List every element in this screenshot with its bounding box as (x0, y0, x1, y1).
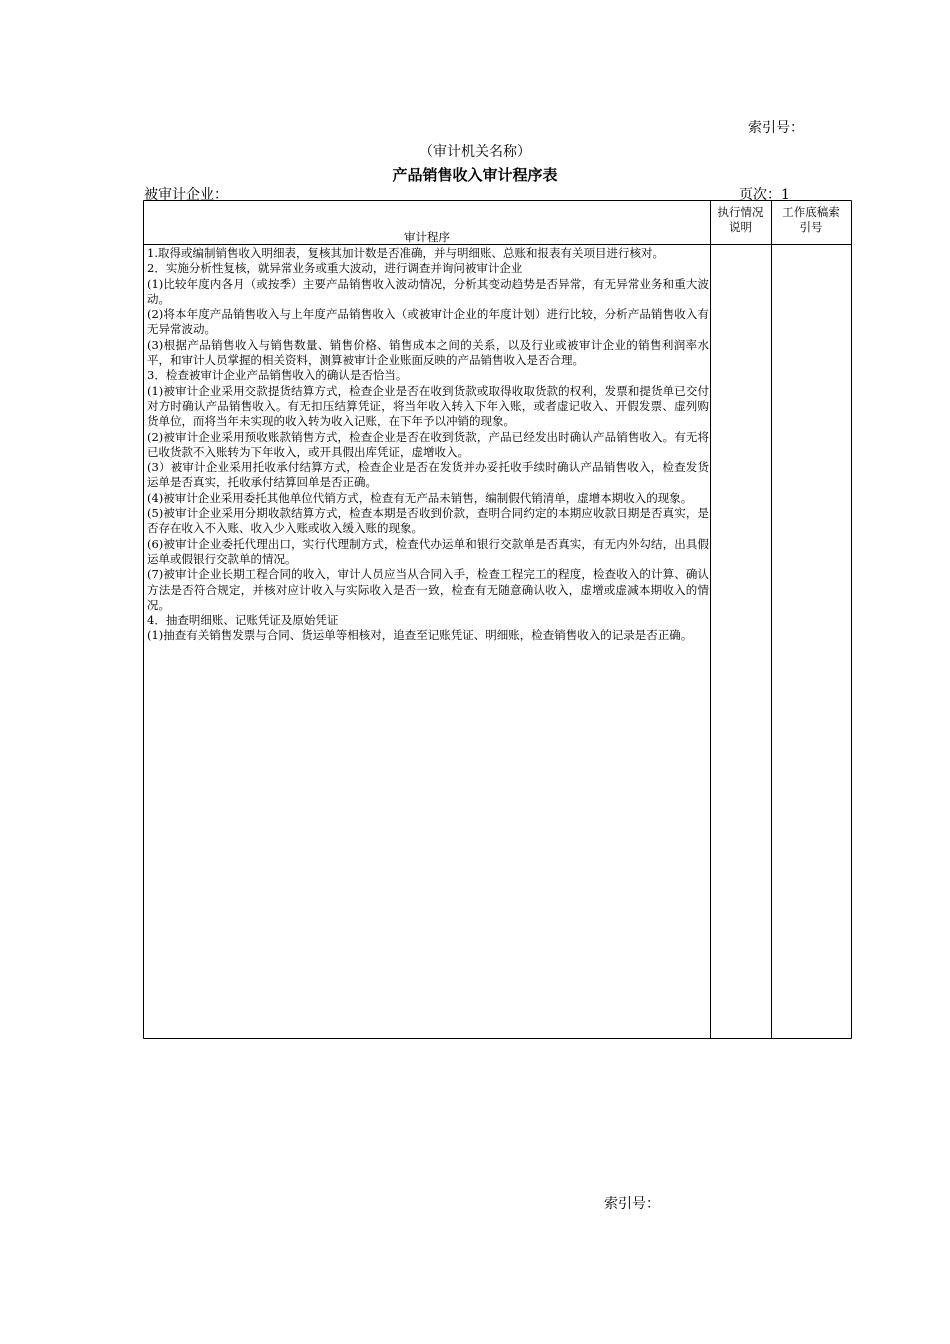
header-procedure: 审计程序 (404, 230, 450, 244)
procedure-item: (7)被审计企业长期工程合同的收入，审计人员应当从合同入手，检查工程完工的程度，检查收入的计算、确认方法是否符合规定，并核对应计收入与实际收入是否一致，检查有无随意确认收入，虚增或虚减本期收入的情况。 (147, 567, 709, 612)
procedure-item: (3）被审计企业采用托收承付结算方式，检查企业是否在发货并办妥托收手续时确认产品销售收入，检查发货运单是否真实，托收承付结算回单是否正确。 (147, 460, 709, 490)
header-execution-line2: 说明 (729, 220, 752, 234)
procedure-item: (5)被审计企业采用分期收款结算方式，检查本期是否收到价款，查明合同约定的本期应收款日期是否真实，是否存在收入不入账、收入少入账或收入缓入账的现象。 (147, 506, 709, 536)
procedure-item: 4．抽查明细账、记账凭证及原始凭证 (147, 613, 339, 628)
procedure-item: (1)抽查有关销售发票与合同、货运单等相核对，追查至记账凭证、明细账，检查销售收入的记录是否正确。 (147, 628, 693, 643)
header-execution (710, 205, 771, 235)
index-number-label-bottom: 索引号： (604, 1196, 660, 1212)
index-number-label-top: 索引号： (748, 120, 804, 136)
header-workpaper-ref (771, 205, 851, 235)
procedure-item: 2．实施分析性复核，就异常业务或重大波动，进行调查并询问被审计企业 (147, 261, 523, 276)
procedure-list (147, 246, 709, 644)
audit-org-name: （审计机关名称） (419, 144, 531, 160)
header-ref-line2: 引号 (799, 220, 823, 234)
procedure-item: (1)比较年度内各月（或按季）主要产品销售收入波动情况，分析其变动趋势是否异常，有无异常业务和重大波动。 (147, 276, 709, 306)
procedure-item: (2)将本年度产品销售收入与上年度产品销售收入（或被审计企业的年度计划）进行比较，分析产品销售收入有无异常波动。 (147, 307, 709, 337)
procedure-item: 1.取得或编制销售收入明细表，复核其加计数是否准确，并与明细账、总账和报表有关项目进行核对。 (147, 246, 664, 260)
procedure-item: (2)被审计企业采用预收账款销售方式，检查企业是否在收到货款，产品已经发出时确认产品销售收入。有无将已收货款不入账转为下年收入，或开具假出库凭证，虚增收入。 (147, 429, 709, 459)
procedure-item: (1)被审计企业采用交款提货结算方式，检查企业是否在收到货款或取得收取货款的权利，发票和提货单已交付对方时确认产品销售收入。有无扣压结算凭证，将当年收入转入下年入账，或者虚记收入、开假发票、虚列购货单位，而将当年未实现的收入转为收入记账，在下年予以冲销的现象。 (147, 383, 709, 429)
audited-entity-label: 被审计企业： (144, 187, 228, 203)
procedure-item: (3)根据产品销售收入与销售数量、销售价格、销售成本之间的关系，以及行业或被审计企业的销售利润率水平，和审计人员掌握的相关资料，测算被审计企业账面反映的产品销售收入是否合理。 (147, 337, 709, 368)
procedure-item: (4)被审计企业采用委托其他单位代销方式，检查有无产品未销售，编制假代销清单，虚增本期收入的现象。 (147, 490, 693, 505)
procedure-item: (6)被审计企业委托代理出口，实行代理制方式，检查代办运单和银行交款单是否真实，有无内外勾结，出具假运单或假银行交款单的情况。 (147, 536, 709, 566)
procedure-item: 3．检查被审计企业产品销售收入的确认是否恰当。 (147, 368, 408, 383)
page-number: 页次：1 (739, 187, 790, 203)
header-execution-line1: 执行情况 (717, 205, 764, 219)
header-ref-line1: 工作底稿索 (782, 205, 840, 219)
page-title: 产品销售收入审计程序表 (392, 166, 558, 184)
